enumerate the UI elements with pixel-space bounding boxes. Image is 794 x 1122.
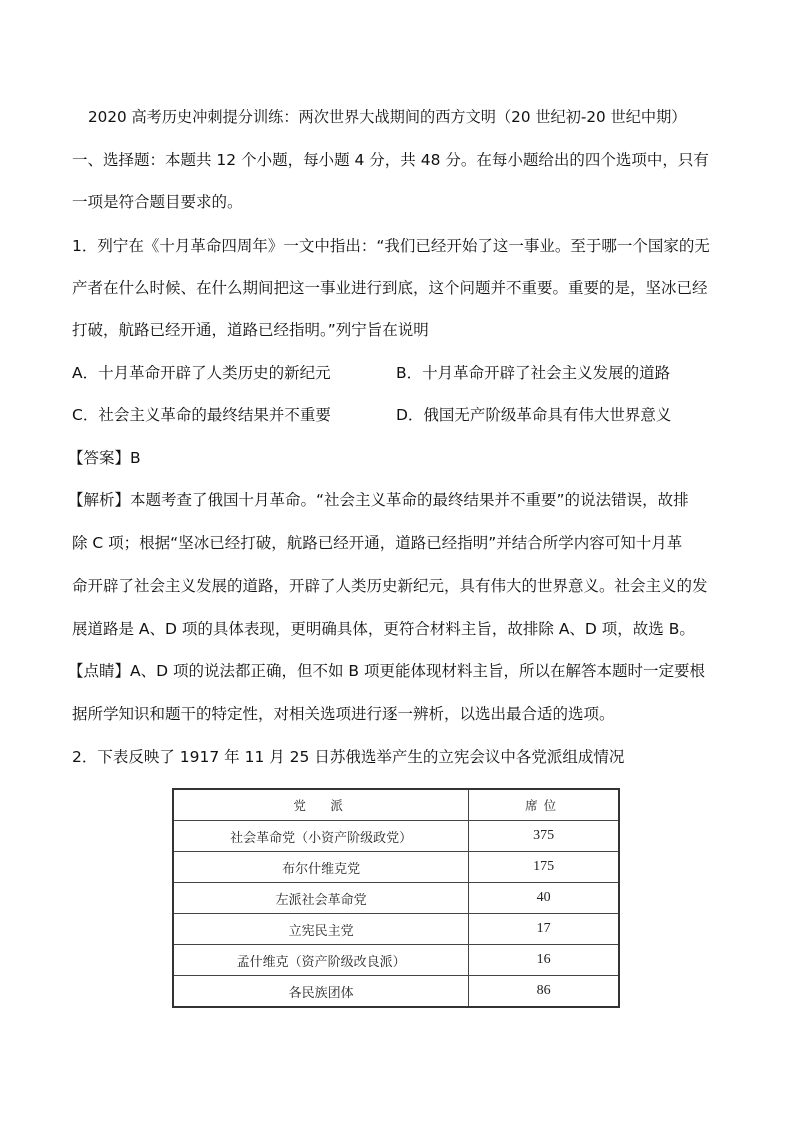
section-heading-line-2: 一项是符合题目要求的。 <box>72 193 243 211</box>
party-name: 布尔什维克党 <box>173 852 469 883</box>
analysis-line-3: 命开辟了社会主义发展的道路，开辟了人类历史新纪元，具有伟大的世界意义。社会主义的发 <box>72 577 708 595</box>
seat-count: 17 <box>469 914 619 945</box>
table-row <box>173 852 619 883</box>
option-b: B．十月革命开辟了社会主义发展的道路 <box>396 364 671 382</box>
party-name: 左派社会革命党 <box>173 883 469 914</box>
option-d: D．俄国无产阶级革命具有伟大世界意义 <box>396 406 672 424</box>
question-2-stem: 2．下表反映了 1917 年 11 月 25 日苏俄选举产生的立宪会议中各党派组成情况 <box>72 748 625 766</box>
table-row <box>173 945 619 976</box>
answer: 【答案】B <box>68 449 141 467</box>
seat-count: 86 <box>469 976 619 1008</box>
table-row <box>173 821 619 852</box>
seat-count: 175 <box>469 852 619 883</box>
party-name: 孟什维克（资产阶级改良派） <box>173 945 469 976</box>
question-1-stem-line-3: 打破，航路已经开通，道路已经指明。”列宁旨在说明 <box>72 321 429 339</box>
table-row <box>173 976 619 1008</box>
seat-count: 375 <box>469 821 619 852</box>
header-party: 党 派 <box>173 789 469 821</box>
party-name: 社会革命党（小资产阶级政党） <box>173 821 469 852</box>
question-1-stem-line-2: 产者在什么时候、在什么期间把这一事业进行到底，这个问题并不重要。重要的是，坚冰已经 <box>72 279 708 297</box>
table-row <box>173 883 619 914</box>
party-seat-table <box>172 788 620 1008</box>
seat-count: 16 <box>469 945 619 976</box>
page-title: 2020 高考历史冲刺提分训练：两次世界大战期间的西方文明（20 世纪初-20 世纪中期） <box>88 108 687 126</box>
table-header-row <box>173 789 619 821</box>
question-1-stem-line-1: 1．列宁在《十月革命四周年》一文中指出：“我们已经开始了这一事业。至于哪一个国家的无 <box>72 237 710 255</box>
note-line-2: 据所学知识和题干的特定性，对相关选项进行逐一辨析，以选出最合适的选项。 <box>72 705 615 723</box>
seat-count: 40 <box>469 883 619 914</box>
analysis-line-4: 展道路是 A、D 项的具体表现，更明确具体，更符合材料主旨，故排除 A、D 项，故选 B。 <box>72 620 695 638</box>
table-row <box>173 914 619 945</box>
header-seats: 席位 <box>469 789 619 821</box>
option-c: C．社会主义革命的最终结果并不重要 <box>72 406 331 424</box>
analysis-line-2: 除 C 项；根据“坚冰已经打破，航路已经开通，道路已经指明”并结合所学内容可知十月革 <box>72 534 683 552</box>
party-seat-table-wrapper <box>172 788 620 1008</box>
option-a: A．十月革命开辟了人类历史的新纪元 <box>72 364 331 382</box>
party-name: 各民族团体 <box>173 976 469 1008</box>
note-line-1: 【点睛】A、D 项的说法都正确，但不如 B 项更能体现材料主旨，所以在解答本题时一定要根 <box>68 662 705 680</box>
analysis-line-1: 【解析】本题考查了俄国十月革命。“社会主义革命的最终结果并不重要”的说法错误，故排 <box>68 491 689 509</box>
party-name: 立宪民主党 <box>173 914 469 945</box>
section-heading-line-1: 一、选择题：本题共 12 个小题，每小题 4 分，共 48 分。在每小题给出的四个选项中，只有 <box>72 151 709 169</box>
